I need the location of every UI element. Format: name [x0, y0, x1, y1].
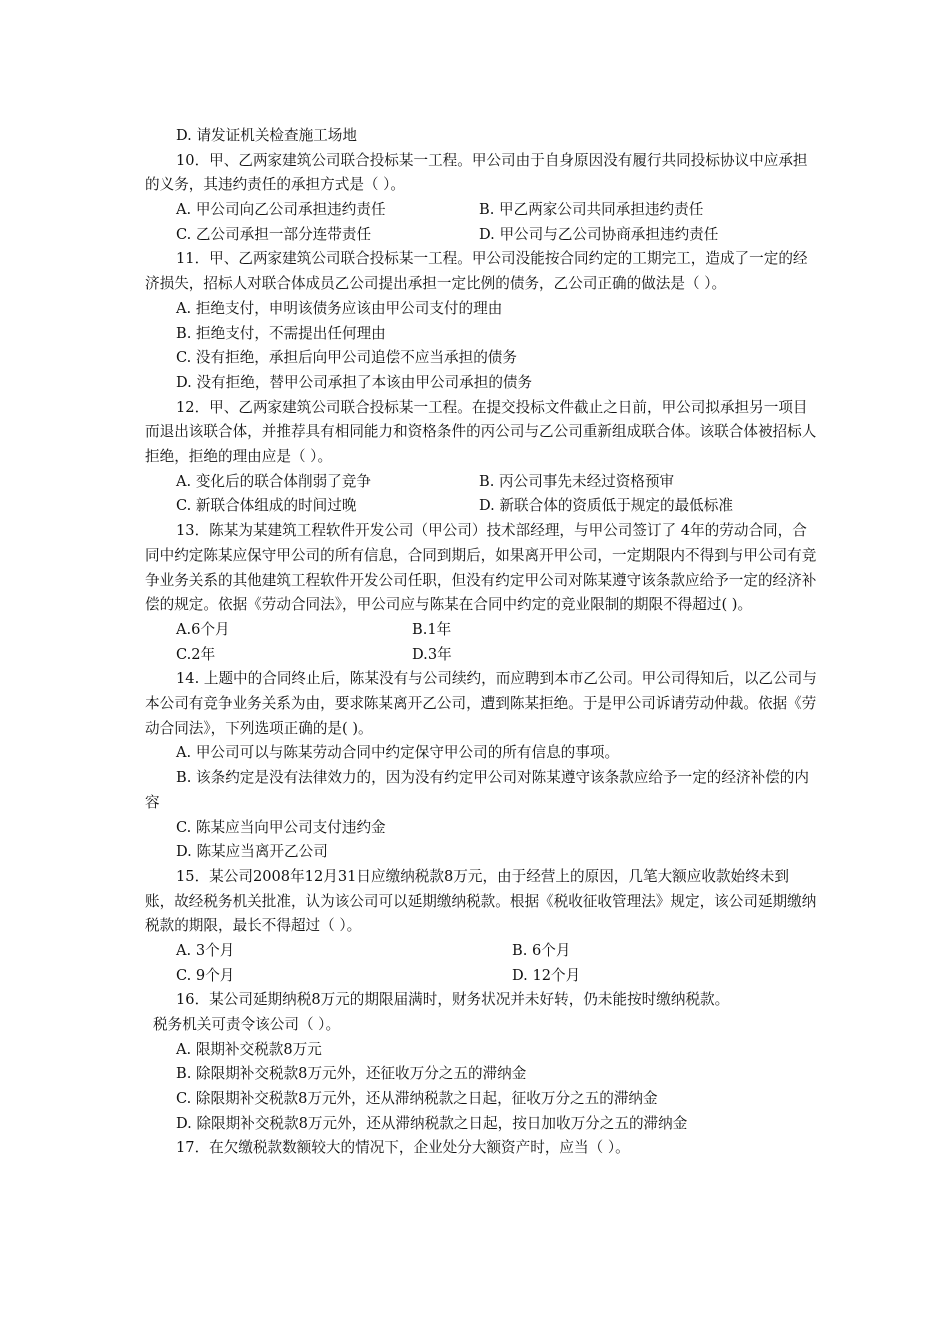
- q12-options-row-2: [145, 494, 817, 519]
- q13-stem: 13．陈某为某建筑工程软件开发公司（甲公司）技术部经理，与甲公司签订了 4年的劳动合同，合同中约定陈某应保守甲公司的所有信息，合同到期后，如果离开甲公司，一定期限内不得到与甲公司有竞争业务关系的其他建筑工程软件开发公司任职，但没有约定甲公司对陈某遵守该条款应给予一定的经济补偿的规定。依据《劳动合同法》，甲公司应与陈某在合同中约定的竞业限制的期限不得超过( )。: [145, 522, 817, 614]
- q14-option-d: D. 陈某应当离开乙公司: [176, 843, 328, 861]
- q10-options-row-1: [145, 198, 817, 223]
- q15-stem: 15．某公司2008年12月31日应缴纳税款8万元，由于经营上的原因，几笔大额应收款始终未到账，故经税务机关批准，认为该公司可以延期缴纳税款。根据《税收征收管理法》规定，该公司延期缴纳税款的期限，最长不得超过（ ）。: [145, 867, 817, 935]
- q11-option-d: D. 没有拒绝，替甲公司承担了本该由甲公司承担的债务: [176, 373, 533, 391]
- q14-option-c: C. 陈某应当向甲公司支付违约金: [176, 818, 386, 836]
- q10-option-b: B. 甲乙两家公司共同承担违约责任: [479, 201, 704, 219]
- q16-option-b: B. 除限期补交税款8万元外，还征收万分之五的滞纳金: [176, 1065, 527, 1083]
- q13-options-row-1: [145, 618, 817, 643]
- q16-stem-line-2: 税务机关可责令该公司（ ）。: [153, 1016, 341, 1034]
- q10-option-d: D. 甲公司与乙公司协商承担违约责任: [479, 225, 719, 243]
- q13-options-row-2: [145, 643, 817, 668]
- q12-option-a: A. 变化后的联合体削弱了竞争: [176, 472, 371, 490]
- q16-option-d: D. 除限期补交税款8万元外，还从滞纳税款之日起，按日加收万分之五的滞纳金: [176, 1114, 688, 1132]
- q13-option-d: D.3年: [412, 645, 452, 663]
- q12-option-c: C. 新联合体组成的时间过晚: [176, 497, 357, 515]
- q11-option-c: C. 没有拒绝，承担后向甲公司追偿不应当承担的债务: [176, 349, 517, 367]
- q15-option-a: A. 3个月: [176, 941, 235, 959]
- q10-option-a: A. 甲公司向乙公司承担违约责任: [176, 201, 386, 219]
- q9-option-d: D. 请发证机关检查施工场地: [176, 127, 357, 144]
- q15-option-b: B. 6个月: [512, 941, 571, 959]
- q12-option-d: D. 新联合体的资质低于规定的最低标准: [479, 497, 733, 515]
- q11-stem: 11．甲、乙两家建筑公司联合投标某一工程。甲公司没能按合同约定的工期完工，造成了一定的经济损失，招标人对联合体成员乙公司提出承担一定比例的债务，乙公司正确的做法是（ ）。: [145, 250, 808, 293]
- document-body: [145, 124, 817, 1161]
- q13-option-c: C.2年: [176, 645, 216, 663]
- q10-stem: 10．甲、乙两家建筑公司联合投标某一工程。甲公司由于自身原因没有履行共同投标协议中应承担的义务，其违约责任的承担方式是（ ）。: [145, 151, 808, 194]
- q10-options-row-2: [145, 223, 817, 248]
- q16-option-c: C. 除限期补交税款8万元外，还从滞纳税款之日起，征收万分之五的滞纳金: [176, 1090, 658, 1108]
- q12-options-row-1: [145, 470, 817, 495]
- q15-option-d: D. 12个月: [512, 966, 581, 984]
- q15-options-row-1: [145, 939, 817, 964]
- q13-option-a: A.6个月: [176, 620, 230, 638]
- q14-stem: 14. 上题中的合同终止后，陈某没有与公司续约，而应聘到本市乙公司。甲公司得知后，以乙公司与本公司有竞争业务关系为由，要求陈某离开乙公司，遭到陈某拒绝。于是甲公司诉请劳动仲裁。依据《劳动合同法》，下列选项正确的是( )。: [145, 670, 817, 737]
- q11-option-b: B. 拒绝支付，不需提出任何理由: [176, 324, 386, 342]
- q17-stem: 17．在欠缴税款数额较大的情况下，企业处分大额资产时，应当（ ）。: [176, 1139, 630, 1157]
- q15-options-row-2: [145, 964, 817, 989]
- q15-option-c: C. 9个月: [176, 966, 235, 984]
- q16-stem-line-1: 16．某公司延期纳税8万元的期限届满时，财务状况并未好转，仍未能按时缴纳税款。: [176, 991, 730, 1009]
- q12-option-b: B. 丙公司事先未经过资格预审: [479, 472, 675, 490]
- q12-stem: 12．甲、乙两家建筑公司联合投标某一工程。在提交投标文件截止之日前，甲公司拟承担另一项目而退出该联合体，并推荐具有相同能力和资格条件的丙公司与乙公司重新组成联合体。该联合体被招标人拒绝，拒绝的理由应是（ ）。: [145, 398, 817, 466]
- q14-option-a: A. 甲公司可以与陈某劳动合同中约定保守甲公司的所有信息的事项。: [176, 744, 620, 762]
- q13-option-b: B.1年: [412, 620, 452, 638]
- q11-option-a: A. 拒绝支付，申明该债务应该由甲公司支付的理由: [176, 299, 503, 317]
- q10-option-c: C. 乙公司承担一部分连带责任: [176, 225, 372, 243]
- q14-option-b: B. 该条约定是没有法律效力的，因为没有约定甲公司对陈某遵守该条款应给予一定的经济补偿的内容: [145, 769, 809, 811]
- q16-option-a: A. 限期补交税款8万元: [176, 1040, 322, 1058]
